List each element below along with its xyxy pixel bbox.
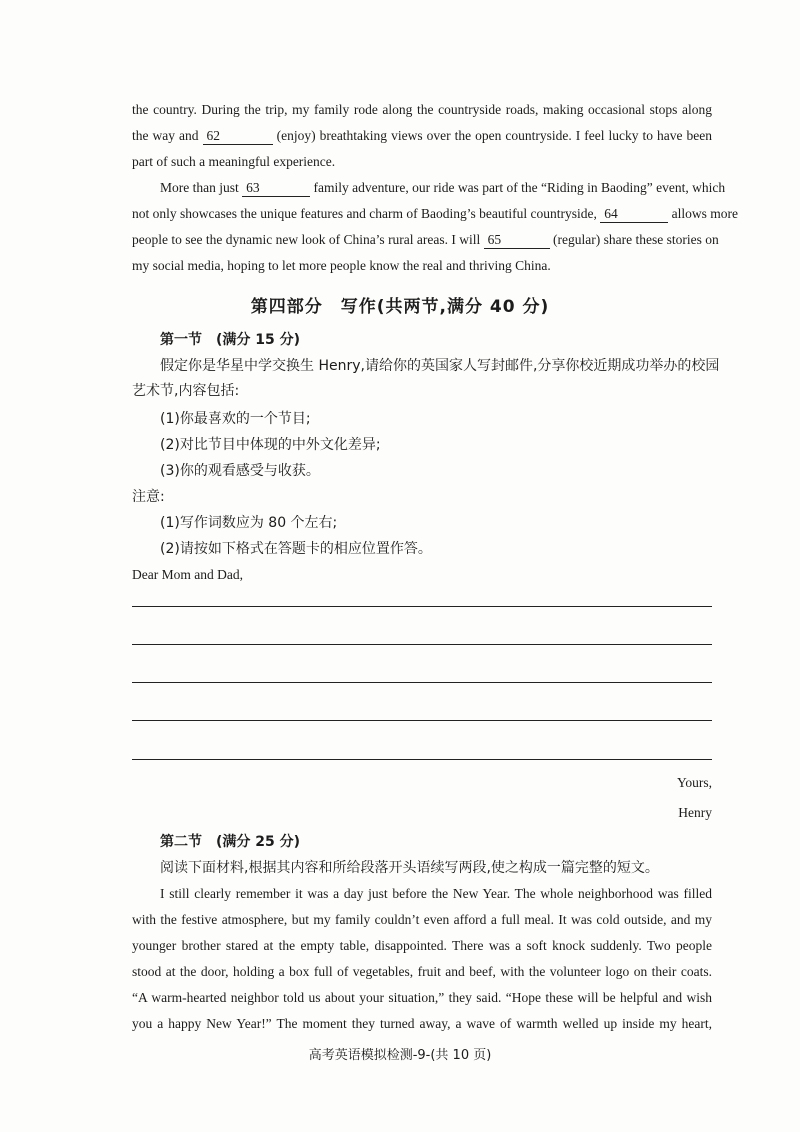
passage-line-5: not only showcases the unique features and charm of Baoding’s beautiful countryside, 64 allows more bbox=[132, 206, 739, 221]
requirement-1: (1)你最喜欢的一个节目; bbox=[160, 411, 311, 427]
letter-closing: Yours, bbox=[676, 775, 712, 790]
story-line-6: you a happy New Year!” The moment they turned away, a wave of warmth welled up inside my heart, bbox=[132, 1016, 712, 1031]
blank-65: 65 bbox=[484, 232, 550, 249]
requirement-3: (3)你的观看感受与收获。 bbox=[160, 463, 320, 479]
story-line-3: younger brother stared at the empty table, disappointed. There was a soft knock suddenly. Two people bbox=[132, 938, 712, 953]
passage-line-7: my social media, hoping to let more people know the real and thriving China. bbox=[132, 258, 551, 273]
story-line-2: with the festive atmosphere, but my family couldn’t even afford a full meal. It was cold outside, and my bbox=[132, 912, 712, 927]
note-1: (1)写作词数应为 80 个左右; bbox=[160, 515, 338, 531]
section1-prompt-line1: 假定你是华星中学交换生 Henry,请给你的英国家人写封邮件,分享你校近期成功举办的校园 bbox=[160, 358, 720, 374]
blank-64: 64 bbox=[600, 206, 668, 223]
notice-label: 注意: bbox=[132, 489, 165, 505]
passage-line-1: the country. During the trip, my family rode along the countryside roads, making occasional stops along bbox=[132, 102, 712, 117]
passage-line-4: More than just 63 family adventure, our ride was part of the “Riding in Baoding” event, which bbox=[160, 180, 726, 195]
blank-63: 63 bbox=[242, 180, 310, 197]
part4-title: 第四部分 写作(共两节,满分 40 分) bbox=[250, 297, 550, 317]
writing-line bbox=[132, 606, 712, 607]
blank-62: 62 bbox=[203, 128, 273, 145]
writing-line bbox=[132, 682, 712, 683]
story-line-1: I still clearly remember it was a day just before the New Year. The whole neighborhood was filled bbox=[160, 886, 712, 901]
passage-line-3: part of such a meaningful experience. bbox=[132, 154, 336, 169]
writing-line bbox=[132, 759, 712, 760]
section1-prompt-line2: 艺术节,内容包括: bbox=[132, 383, 240, 399]
page-footer: 高考英语模拟检测-9-(共 10 页) bbox=[308, 1048, 492, 1063]
requirement-2: (2)对比节目中体现的中外文化差异; bbox=[160, 437, 381, 453]
letter-greeting: Dear Mom and Dad, bbox=[132, 567, 243, 582]
writing-line bbox=[132, 644, 712, 645]
passage-line-6: people to see the dynamic new look of China’s rural areas. I will 65 (regular) share these stories on bbox=[132, 232, 719, 247]
writing-line bbox=[132, 720, 712, 721]
section2-prompt: 阅读下面材料,根据其内容和所给段落开头语续写两段,使之构成一篇完整的短文。 bbox=[160, 860, 659, 876]
note-2: (2)请按如下格式在答题卡的相应位置作答。 bbox=[160, 541, 432, 557]
letter-signature: Henry bbox=[678, 805, 712, 820]
story-line-5: “A warm-hearted neighbor told us about your situation,” they said. “Hope these will be helpful and wish bbox=[132, 990, 712, 1005]
section2-heading: 第二节 (满分 25 分) bbox=[160, 834, 301, 850]
passage-line-2: the way and 62 (enjoy) breathtaking views over the open countryside. I feel lucky to have been bbox=[132, 128, 713, 143]
section1-heading: 第一节 (满分 15 分) bbox=[160, 332, 301, 348]
story-line-4: stood at the door, holding a box full of vegetables, fruit and beef, with the volunteer logo on their coats. bbox=[132, 964, 712, 979]
